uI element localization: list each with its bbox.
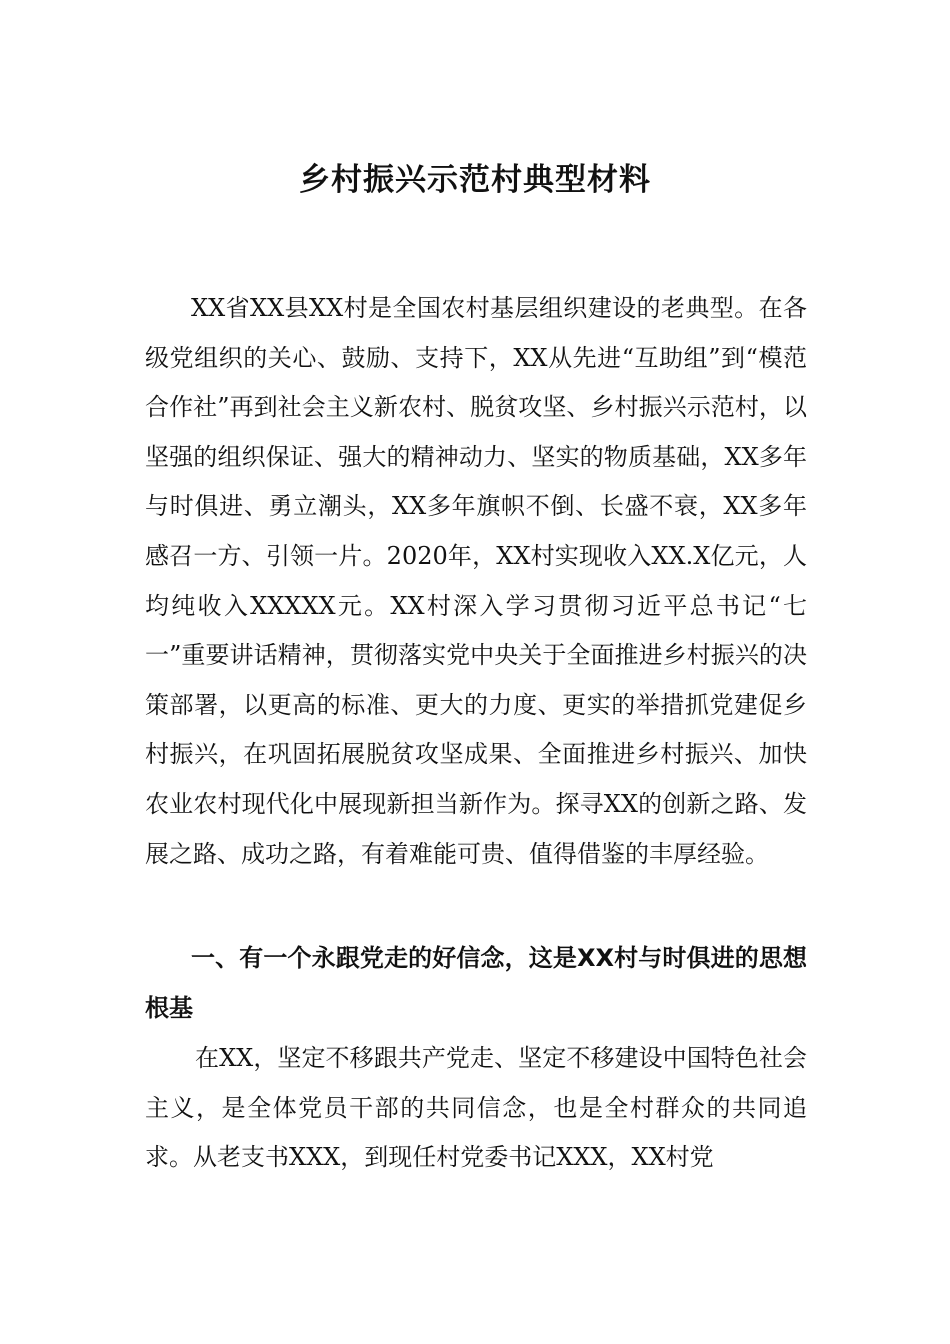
section-paragraph: 在XX，坚定不移跟共产党走、坚定不移建设中国特色社会主义，是全体党员干部的共同信念，也是全村群众的共同追求。从老支书XXX，到现任村党委书记XXX，XX村党 xyxy=(145,1044,807,1172)
document-title: 乡村振兴示范村典型材料 xyxy=(299,162,651,198)
intro-paragraph: XX省XX县XX村是全国农村基层组织建设的老典型。在各级党组织的关心、鼓励、支持下，XX从先进“互助组”到“模范合作社”再到社会主义新农村、脱贫攻坚、乡村振兴示范村，以坚强的组织保证、强大的精神动力、坚实的物质基础，XX多年与时俱进、勇立潮头，XX多年旗帜不倒、长盛不衰，XX多年感召一方、引领一片。2020年，XX村实现收入XX.X亿元，人均纯收入XXXXX元。XX村深入学习贯彻习近平总书记“七一”重要讲话精神，贯彻落实党中央关于全面推进乡村振兴的决策部署，以更高的标准、更大的力度、更实的举措抓党建促乡村振兴，在巩固拓展脱贫攻坚成果、全面推进乡村振兴、加快农业农村现代化中展现新担当新作为。探寻XX的创新之路、发展之路、成功之路，有着难能可贵、值得借鉴的丰厚经验。 xyxy=(145,294,807,868)
section-heading: 一、有一个永跟党走的好信念，这是XX村与时俱进的思想根基 xyxy=(145,944,807,1022)
